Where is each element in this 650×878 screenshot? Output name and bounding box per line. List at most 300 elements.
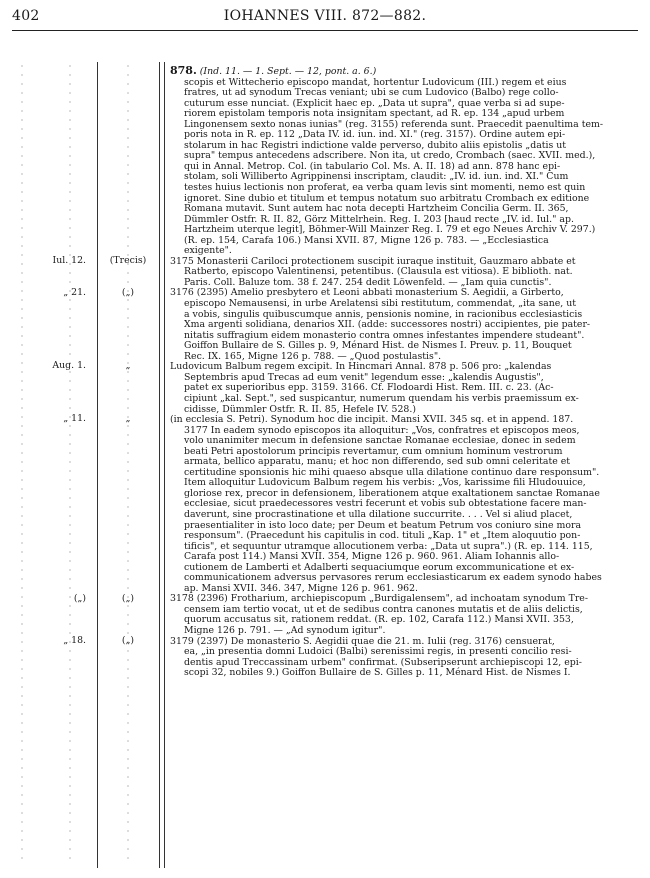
guide-dot (21, 164, 22, 165)
guide-dot (69, 623, 70, 624)
guide-dot (127, 110, 128, 111)
guide-dot (69, 632, 70, 633)
guide-dot (69, 695, 70, 696)
guide-dot (21, 353, 22, 354)
guide-dot (69, 668, 70, 669)
guide-dot (21, 515, 22, 516)
guide-dot (69, 344, 70, 345)
guide-dot (69, 389, 70, 390)
guide-dot (69, 686, 70, 687)
guide-dot (21, 191, 22, 192)
guide-dot (69, 749, 70, 750)
text-line: stolam, soli Williberto Agrippinensi inscriptam, claudit: „IV. id. iun. ind. XI." Cum (184, 171, 569, 183)
guide-dot (127, 515, 128, 516)
guide-dot (69, 443, 70, 444)
guide-dot (127, 182, 128, 183)
guide-dot (69, 731, 70, 732)
guide-dot (69, 137, 70, 138)
entry-date: Aug. 1. (52, 360, 86, 372)
guide-dot (21, 749, 22, 750)
guide-dot (21, 758, 22, 759)
guide-dot (69, 506, 70, 507)
guide-dot (69, 839, 70, 840)
text-line: supra" tempus antecedens adscribere. Non ita, ut credo, Crombach (saec. XVII. med.), (184, 150, 596, 162)
text-line: Hartzheim uterque legit], Böhmer-Will Mainzer Reg. I. 79 et ego Neues Archiv V. 297.) (184, 224, 596, 236)
guide-dot (21, 767, 22, 768)
guide-dot (127, 479, 128, 480)
guide-dot (21, 533, 22, 534)
guide-dot (127, 470, 128, 471)
guide-dot (21, 416, 22, 417)
guide-dot (69, 425, 70, 426)
guide-dot (21, 155, 22, 156)
guide-dot (69, 155, 70, 156)
guide-dot (69, 533, 70, 534)
text-line: 3175 Monasterii Cariloci protectionem suscipit iuraque instituit, Gauzmaro abbate et (170, 255, 576, 267)
guide-dot (21, 308, 22, 309)
guide-dot (21, 776, 22, 777)
entry-date: „ 21. (63, 286, 86, 298)
guide-dot (21, 803, 22, 804)
running-header (12, 8, 638, 30)
text-line: Romana mutavit. Sunt autem hac nota decepti Hartzheim Concilia Germ. II. 365, (184, 203, 569, 215)
guide-dot (21, 659, 22, 660)
text-line: armata, bellico apparatu, manu; et hoc non differendo, sed sub omni celeritate et (184, 456, 571, 468)
guide-dot (21, 506, 22, 507)
guide-dot (21, 560, 22, 561)
text-line: Carafa post 114.) Mansi XVII. 354, Migne 126 p. 960. 961. Aliam Iohannis allo- (184, 551, 560, 563)
guide-dot (127, 74, 128, 75)
text-line: riorem epistolam temporis nota insignitam spectant, ad R. ep. 134 „apud urbem (184, 108, 565, 120)
guide-dot (127, 497, 128, 498)
guide-dot (69, 758, 70, 759)
guide-dot (69, 830, 70, 831)
text-line: (R. ep. 154, Carafa 106.) Mansi XVII. 87, Migne 126 p. 783. — „Ecclesiastica (184, 234, 549, 246)
guide-dot (69, 92, 70, 93)
guide-dot (21, 704, 22, 705)
guide-dot (21, 398, 22, 399)
text-line: gloriose rex, precor in defensionem, liberationem atque exaltationem sanctae Romanae (184, 487, 600, 499)
guide-dot (21, 83, 22, 84)
text-line: Septembris apud Trecas ad eum venit" legendum esse: „kalendis Augustis", (184, 371, 544, 383)
guide-dot (69, 101, 70, 102)
text-line: tificis", et sequuntur utramque allocutionem verba: „Data ut supra".) (R. ep. 114. 115, (184, 540, 593, 552)
guide-dot (21, 335, 22, 336)
guide-dot (127, 281, 128, 282)
guide-dot (21, 794, 22, 795)
text-line: Xma argenti solidiana, denarios XII. (adde: successores nostri) accipientes, pie pater- (184, 319, 591, 331)
guide-dot (127, 560, 128, 561)
text-line: daverunt, sine procrastinatione et ulla dilatione succurrite. . . . Vel si aliud placet, (184, 508, 573, 520)
guide-dot (21, 461, 22, 462)
text-line: Ludovicum Balbum regem excipit. In Hincmari Annal. 878 p. 506 pro: „kalendas (170, 361, 552, 373)
guide-dot (127, 524, 128, 525)
guide-dot (127, 488, 128, 489)
guide-dot (69, 146, 70, 147)
entry-date: „ 11. (63, 413, 86, 425)
guide-dot (21, 623, 22, 624)
guide-dot (127, 623, 128, 624)
guide-dot (127, 380, 128, 381)
guide-dot (69, 191, 70, 192)
guide-dot (69, 659, 70, 660)
entry-878-indiction: (Ind. 11. — 1. Sept. — 12, pont. a. 6.) (199, 66, 377, 77)
guide-dot (21, 119, 22, 120)
guide-dot (21, 281, 22, 282)
guide-dot (127, 452, 128, 453)
text-line: certitudine sponsionis hic mihi quaeso absque ulla dilatione continuo dare responsum". (184, 466, 600, 478)
guide-dot (127, 434, 128, 435)
text-line: quorum accusatus sit, rationem reddat. (R. ep. 102, Carafa 112.) Mansi XVII. 353, (184, 614, 574, 626)
column-guide-dots (0, 62, 160, 868)
text-line: a vobis, singulis quibuscumque annis, pensionis nomine, in racionibus ecclesiasticis (184, 308, 583, 320)
guide-dot (69, 515, 70, 516)
guide-dot (69, 65, 70, 66)
guide-dot (69, 677, 70, 678)
text-line: fratres, ut ad synodum Trecas veniant; ubi se cum Ludovico (Balbo) rege collo- (184, 87, 559, 99)
page-number: 402 (12, 8, 40, 24)
guide-dot (69, 236, 70, 237)
guide-dot (21, 542, 22, 543)
guide-dot (127, 587, 128, 588)
guide-dot (21, 146, 22, 147)
guide-dot (127, 839, 128, 840)
guide-dot (21, 524, 22, 525)
guide-dot (127, 137, 128, 138)
guide-dot (21, 686, 22, 687)
guide-dot (21, 362, 22, 363)
guide-dot (127, 218, 128, 219)
text-line: Dümmler Ostfr. R. II. 82, Görz Mittelrhein. Reg. I. 203 [haud recte „IV. id. Iul." ap. (184, 213, 574, 225)
guide-dot (69, 479, 70, 480)
guide-dot (21, 848, 22, 849)
text-line: volo unanimiter mecum in defensione sanctae Romanae ecclesiae, donec in sedem (184, 435, 576, 447)
guide-dot (127, 812, 128, 813)
entry-878-head (170, 66, 640, 78)
guide-dot (69, 128, 70, 129)
text-line: ecclesiae, sicut praedecessores vestri fecerunt et vobis sub obtestatione facere man- (184, 498, 587, 510)
text-line: Paris. Coll. Baluze tom. 38 f. 247. 254 dedit Löwenfeld. — „Iam quia cunctis". (184, 276, 552, 288)
guide-dot (127, 758, 128, 759)
text-line: scopis et Wittecherio episcopo mandat, hortentur Ludovicum (III.) regem et eius (184, 76, 567, 88)
guide-dot (69, 587, 70, 588)
text-line: poris nota in R. ep. 112 „Data IV. id. iun. ind. XI." (reg. 3157). Ordine autem epi- (184, 129, 566, 141)
guide-dot (21, 722, 22, 723)
text-line: communicationem adversus pervasores rerum ecclesiasticarum ex eadem synodo habes (184, 572, 602, 584)
guide-dot (69, 569, 70, 570)
guide-dot (69, 272, 70, 273)
guide-dot (21, 740, 22, 741)
text-line: ap. Mansi XVII. 346. 347, Migne 126 p. 961. 962. (184, 582, 419, 594)
guide-dot (127, 704, 128, 705)
guide-dot (69, 245, 70, 246)
guide-dot (69, 398, 70, 399)
guide-dot (21, 839, 22, 840)
guide-dot (21, 785, 22, 786)
guide-dot (21, 434, 22, 435)
guide-dot (21, 821, 22, 822)
guide-dot (21, 389, 22, 390)
text-line: Rec. IX. 165, Migne 126 p. 788. — „Quod postulastis". (184, 350, 442, 362)
guide-dot (127, 695, 128, 696)
entry-date: („) (73, 592, 86, 604)
guide-dot (69, 650, 70, 651)
text-line: Lingonensem sexto nonas iunias" (reg. 3155) referenda sunt. Praecedit paenultima tem- (184, 118, 603, 130)
guide-dot (127, 578, 128, 579)
guide-dot (127, 857, 128, 858)
guide-dot (69, 317, 70, 318)
guide-dot (21, 731, 22, 732)
guide-dot (21, 497, 22, 498)
guide-dot (21, 326, 22, 327)
text-line: qui in Annal. Metrop. Col. (in tabulario Col. Ms. A. II. 18) ad ann. 878 hanc epi- (184, 160, 561, 172)
guide-dot (21, 254, 22, 255)
guide-dot (69, 182, 70, 183)
guide-dot (127, 92, 128, 93)
entry-place: („) (121, 592, 135, 604)
guide-dot (69, 857, 70, 858)
guide-dot (127, 731, 128, 732)
guide-dot (69, 308, 70, 309)
guide-dot (69, 200, 70, 201)
text-line: 3178 (2396) Frotharium, archiepiscopum „Burdigalensem", ad inchoatam synodum Tre- (170, 593, 588, 605)
entry-place: „ (125, 413, 131, 425)
guide-dot (21, 227, 22, 228)
guide-dot (69, 776, 70, 777)
guide-dot (127, 668, 128, 669)
guide-dot (127, 299, 128, 300)
guide-dot (69, 578, 70, 579)
guide-dot (127, 119, 128, 120)
text-line: (in ecclesia S. Petri). Synodum hoc die incipit. Mansi XVII. 345 sq. et in append. 187. (170, 414, 574, 426)
guide-dot (21, 245, 22, 246)
guide-dot (69, 173, 70, 174)
guide-dot (127, 713, 128, 714)
text-line: beati Petri apostolorum principis revertamur, cum omnium hominum vestrorum (184, 445, 563, 457)
guide-dot (127, 551, 128, 552)
guide-dot (21, 596, 22, 597)
guide-dot (21, 713, 22, 714)
guide-dot (69, 326, 70, 327)
text-line: 3179 (2397) De monasterio S. Aegidii quae die 21. m. Iulii (reg. 3176) censuerat, (170, 635, 555, 647)
guide-dot (21, 299, 22, 300)
guide-dot (127, 506, 128, 507)
text-line: Item alloquitur Ludovicum Balbum regem his verbis: „Vos, karissime fili Hludouuice, (184, 477, 586, 489)
guide-dot (127, 605, 128, 606)
guide-dot (21, 812, 22, 813)
text-line: cutionem de Lamberti et Adalberti sequaciumque eorum excommunicatione et ex- (184, 561, 575, 573)
guide-dot (69, 110, 70, 111)
text-line: ignoret. Sine dubio et titulum et tempus notatum suo arbitratu Crombach ex editione (184, 192, 590, 204)
guide-dot (127, 776, 128, 777)
guide-dot (69, 281, 70, 282)
header-rule (12, 30, 638, 31)
guide-dot (21, 236, 22, 237)
guide-dot (69, 605, 70, 606)
guide-dot (127, 632, 128, 633)
guide-dot (69, 353, 70, 354)
text-line: nitatis suffragium eidem monasterio contra omnes infestantes impendere studeant". (184, 329, 585, 341)
text-line: praesentialiter in isto loco date; per Deum et beatum Petrum vos coniuro sine mora (184, 519, 582, 531)
guide-dot (127, 569, 128, 570)
guide-dot (127, 353, 128, 354)
register-entry (170, 594, 640, 636)
guide-dot (21, 380, 22, 381)
guide-dot (21, 128, 22, 129)
guide-dot (127, 317, 128, 318)
guide-dot (127, 461, 128, 462)
text-line: 3176 (2395) Amelio presbytero et Leoni abbati monasterium S. Aegidii, a Girberto, (170, 287, 564, 299)
guide-dot (21, 695, 22, 696)
text-line: Ratberto, episcopo Valentinensi, petentibus. (Clausula est vitiosa). E biblioth. nat. (184, 266, 573, 278)
guide-dot (21, 470, 22, 471)
guide-dot (69, 767, 70, 768)
column-rule-text (164, 62, 165, 868)
register-entries (170, 257, 640, 679)
text-line: exigente". (184, 245, 232, 257)
guide-dot (127, 191, 128, 192)
guide-dot (69, 722, 70, 723)
guide-dot (69, 299, 70, 300)
guide-dot (127, 740, 128, 741)
guide-dot (21, 317, 22, 318)
guide-dot (69, 794, 70, 795)
guide-dot (69, 821, 70, 822)
text-line: responsum". (Praecedunt his capitulis in cod. tituli „Kap. 1" et „Item aloquutio pon- (184, 530, 581, 542)
guide-dot (21, 614, 22, 615)
guide-dot (21, 344, 22, 345)
text-line: patet ex superioribus epp. 3159. 3166. Cf. Flodoardi Hist. Rem. III. c. 23. (Ac- (184, 382, 554, 394)
guide-dot (69, 74, 70, 75)
guide-dot (69, 560, 70, 561)
guide-dot (21, 443, 22, 444)
text-line: Goiffon Bullaire de S. Gilles p. 9, Ménard Hist. de Nismes I. Preuv. p. 11, Bouquet (184, 340, 572, 352)
guide-dot (21, 551, 22, 552)
text-line: testes huius lectionis non proferat, ea verba quam levis sint momenti, nemo est quin (184, 182, 586, 194)
guide-dot (21, 479, 22, 480)
guide-dot (127, 236, 128, 237)
guide-dot (21, 290, 22, 291)
entry-place: „ (125, 360, 131, 372)
guide-dot (21, 587, 22, 588)
register-entry (170, 637, 640, 679)
guide-dot (69, 812, 70, 813)
guide-dot (69, 848, 70, 849)
guide-dot (21, 578, 22, 579)
guide-dot (69, 335, 70, 336)
guide-dot (127, 335, 128, 336)
guide-dot (21, 137, 22, 138)
guide-dot (127, 173, 128, 174)
guide-dot (127, 614, 128, 615)
guide-dot (69, 488, 70, 489)
guide-dot (21, 677, 22, 678)
guide-dot (69, 470, 70, 471)
guide-dot (21, 569, 22, 570)
guide-dot (21, 92, 22, 93)
guide-dot (69, 524, 70, 525)
guide-dot (21, 200, 22, 201)
guide-dot (69, 785, 70, 786)
guide-dot (127, 803, 128, 804)
guide-dot (69, 803, 70, 804)
text-line: cipiunt „kal. Sept.", sed suspicantur, numerum quendam his verbis praemissum ex- (184, 392, 579, 404)
entry-place: (Trecis) (109, 254, 147, 266)
guide-dot (127, 227, 128, 228)
guide-dot (21, 605, 22, 606)
guide-dot (69, 380, 70, 381)
text-line: ea, „in presentia domni Ludoici (Balbi) serenissimi regis, in presenti concilio resi- (184, 646, 572, 658)
guide-dot (21, 263, 22, 264)
guide-dot (127, 785, 128, 786)
guide-dot (21, 74, 22, 75)
entry-date: „ 18. (63, 634, 86, 646)
text-line: dentis apud Treccassinam urbem" confirmat. (Subseripserunt archiepiscopi 12, epi- (184, 656, 582, 668)
guide-dot (127, 749, 128, 750)
guide-dot (21, 407, 22, 408)
guide-dot (21, 857, 22, 858)
guide-dot (21, 371, 22, 372)
guide-dot (69, 461, 70, 462)
guide-dot (69, 551, 70, 552)
guide-dot (21, 173, 22, 174)
register-entry (170, 362, 640, 415)
guide-dot (21, 209, 22, 210)
entry-878-body (170, 78, 640, 257)
text-line: Migne 126 p. 791. — „Ad synodum igitur". (184, 624, 386, 636)
guide-dot (21, 632, 22, 633)
guide-dot (69, 119, 70, 120)
guide-dot (127, 677, 128, 678)
register-entry (170, 257, 640, 289)
guide-dot (127, 659, 128, 660)
guide-dot (69, 218, 70, 219)
guide-dot (127, 146, 128, 147)
text-line: censem iam tertio vocat, ut et de sedibus contra canones mutatis et de aliis delictis, (184, 603, 583, 615)
text-line: episcopo Nemausensi, in urbe Arelatensi sibi restitutum, commendat, „ita sane, ut (184, 298, 576, 310)
guide-dot (69, 740, 70, 741)
guide-dot (69, 83, 70, 84)
guide-dot (127, 245, 128, 246)
entry-878-number: 878. (170, 64, 197, 77)
guide-dot (127, 272, 128, 273)
guide-dot (21, 650, 22, 651)
guide-dot (69, 407, 70, 408)
register-entry (170, 288, 640, 362)
guide-dot (127, 308, 128, 309)
guide-dot (21, 830, 22, 831)
guide-dot (127, 344, 128, 345)
guide-dot (127, 821, 128, 822)
guide-dot (21, 452, 22, 453)
guide-dot (127, 767, 128, 768)
text-line: cuturum esse nunciat. (Explicit haec ep. „Data ut supra", quae verba si ad supe- (184, 97, 565, 109)
guide-dot (127, 398, 128, 399)
running-title: IOHANNES VIII. 872—882. (223, 8, 427, 24)
guide-dot (127, 830, 128, 831)
guide-dot (69, 497, 70, 498)
guide-dot (69, 434, 70, 435)
entry-date: Iul. 12. (52, 254, 86, 266)
register-entry (170, 415, 640, 594)
guide-dot (21, 182, 22, 183)
guide-dot (21, 272, 22, 273)
guide-dot (69, 713, 70, 714)
guide-dot (127, 65, 128, 66)
guide-dot (127, 200, 128, 201)
text-line: 3177 In eadem synodo episcopos ita alloquitur: „Vos, confratres et episcopos meos, (184, 424, 580, 436)
guide-dot (127, 650, 128, 651)
